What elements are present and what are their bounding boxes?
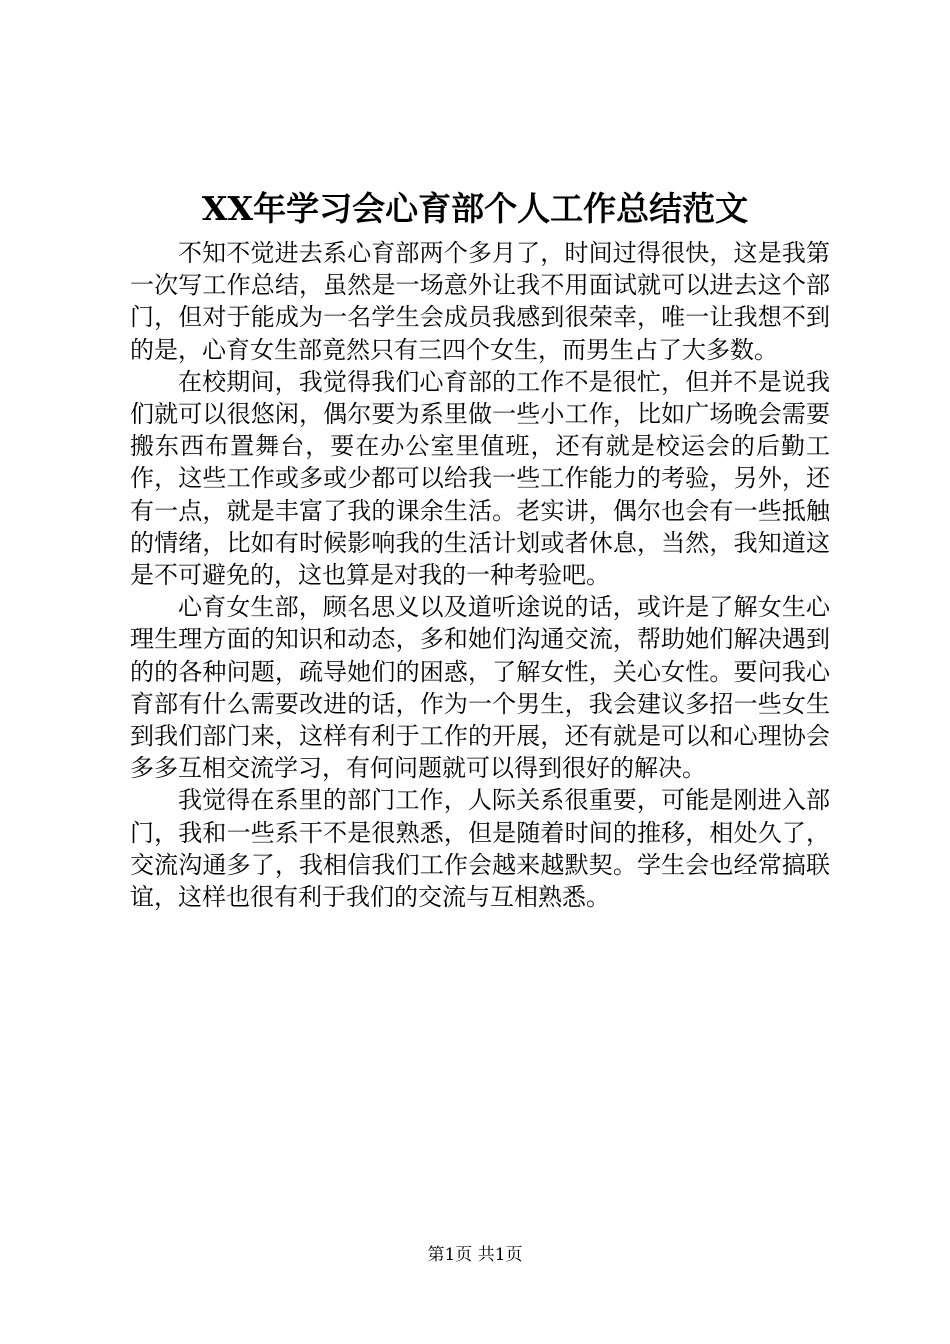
document-title: XX年学习会心育部个人工作总结范文 bbox=[201, 189, 749, 228]
document-body bbox=[130, 237, 830, 913]
paragraph-3: 心育女生部，顾名思义以及道听途说的话，或许是了解女生心理生理方面的知识和动态，多和她们沟通交流，帮助她们解决遇到的的各种问题，疏导她们的困惑，了解女性，关心女性。要问我心育部有什么需要改进的话，作为一个男生，我会建议多招一些女生到我们部门来，这样有利于工作的开展，还有就是可以和心理协会多多互相交流学习，有何问题就可以得到很好的解决。 bbox=[130, 593, 830, 783]
paragraph-4: 我觉得在系里的部门工作，人际关系很重要，可能是刚进入部门，我和一些系干不是很熟悉，但是随着时间的推移，相处久了，交流沟通多了，我相信我们工作会越来越默契。学生会也经常搞联谊，这样也很有利于我们的交流与互相熟悉。 bbox=[130, 786, 830, 912]
paragraph-2: 在校期间，我觉得我们心育部的工作不是很忙，但并不是说我们就可以很悠闲，偶尔要为系里做一些小工作，比如广场晚会需要搬东西布置舞台，要在办公室里值班，还有就是校运会的后勤工作，这些工作或多或少都可以给我一些工作能力的考验，另外，还有一点，就是丰富了我的课余生活。老实讲，偶尔也会有一些抵触的情绪，比如有时候影响我的生活计划或者休息，当然，我知道这是不可避免的，这也算是对我的一种考验吧。 bbox=[130, 367, 830, 590]
paragraph-1: 不知不觉进去系心育部两个多月了，时间过得很快，这是我第一次写工作总结，虽然是一场意外让我不用面试就可以进去这个部门，但对于能成为一名学生会成员我感到很荣幸，唯一让我想不到的是，心育女生部竟然只有三四个女生，而男生占了大多数。 bbox=[130, 239, 830, 364]
page-footer: 第1页 共1页 bbox=[427, 1245, 523, 1265]
